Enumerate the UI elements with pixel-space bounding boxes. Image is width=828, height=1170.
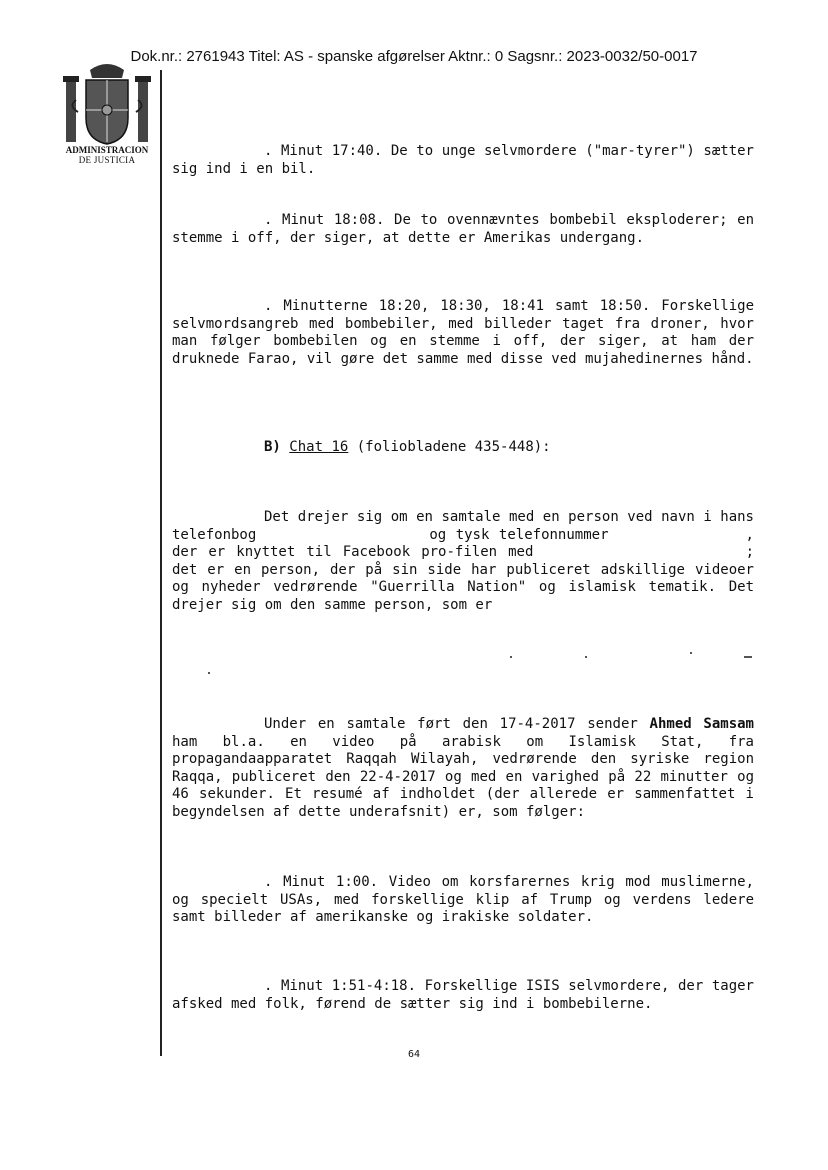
section-heading [264, 439, 551, 455]
text-fragment: Under en samtale ført den 17-4-2017 sender [264, 716, 638, 732]
coat-of-arms-logo [60, 60, 154, 146]
heading-chat-label: Chat 16 [289, 439, 349, 455]
scan-speck [208, 672, 210, 674]
heading-prefix: B) [264, 439, 281, 455]
scan-speck [744, 656, 752, 658]
paragraph-minute-1-51: . Minut 1:51-4:18. Forskellige ISIS selvmordere, der tager afsked med folk, førend de sætter sig ind i bombebilerne. [172, 978, 754, 1012]
paragraph-minute-17-40: . Minut 17:40. De to unge selvmordere ("mar-tyrer") sætter sig ind i en bil. [172, 143, 754, 177]
text-fragment: ham bl.a. en video på arabisk om Islamisk Stat, fra propagandaapparatet Raqqah Wilayah, vedrørende den syriske region Raqqa, publiceret den 22-4-2017 og med en varighed på 22 minutter og 46 sekunder. Et resumé af indholdet (der allerede er sammenfattet i begyndelsen af dette underafsnit) er, som følger: [172, 733, 754, 820]
margin-rule [160, 70, 162, 1056]
text-fragment: , der er knyttet til Facebook pro-filen med [172, 526, 754, 561]
heading-folio: (foliobladene 435-448): [356, 439, 551, 455]
text-fragment: og tysk telefonnummer [429, 526, 609, 543]
scan-speck [690, 652, 692, 654]
paragraph-minute-18-08: . Minut 18:08. De to ovennævntes bombebil eksploderer; en stemme i off, der siger, at dette er Amerikas undergang. [172, 212, 754, 246]
text-fragment: Det drejer sig om en samtale med en person ved navn i hans telefonbog [172, 509, 754, 543]
organization-line-2: DE JUSTICIA [78, 155, 136, 165]
organization-name [60, 145, 154, 165]
paragraph-ahmed-samsam [172, 716, 754, 822]
scan-speck [585, 656, 587, 658]
paragraph-chat-16-intro [172, 509, 754, 615]
document-header: Dok.nr.: 2761943 Titel: AS - spanske afgørelser Aktnr.: 0 Sagsnr.: 2023-0032/50-0017 [130, 48, 698, 65]
paragraph-minute-1-00: . Minut 1:00. Video om korsfarernes krig mod muslimerne, og specielt USAs, med forskellige klip af Trump og verdens ledere samt billeder af amerikanske og irakiske soldater. [172, 874, 754, 926]
paragraph-minutes-18-20: . Minutterne 18:20, 18:30, 18:41 samt 18:50. Forskellige selvmordsangreb med bombebiler, med billeder taget fra droner, hvor man følger bombebilen og en stemme i off, der siger, at ham der druknede Farao, vil gøre det samme med disse ved mujahedinernes hånd. [172, 298, 754, 367]
text-fragment: ; det er en person, der på sin side har publiceret adskillige videoer og nyheder vedrørende "Guerrilla Nation" og islamisk tematik. Det drejer sig om den samme person, som er [172, 544, 755, 613]
person-name: Ahmed Samsam [649, 716, 754, 732]
scan-speck [510, 656, 512, 658]
organization-line-1: ADMINISTRACION [65, 145, 149, 155]
page-number: 64 [407, 1049, 421, 1060]
